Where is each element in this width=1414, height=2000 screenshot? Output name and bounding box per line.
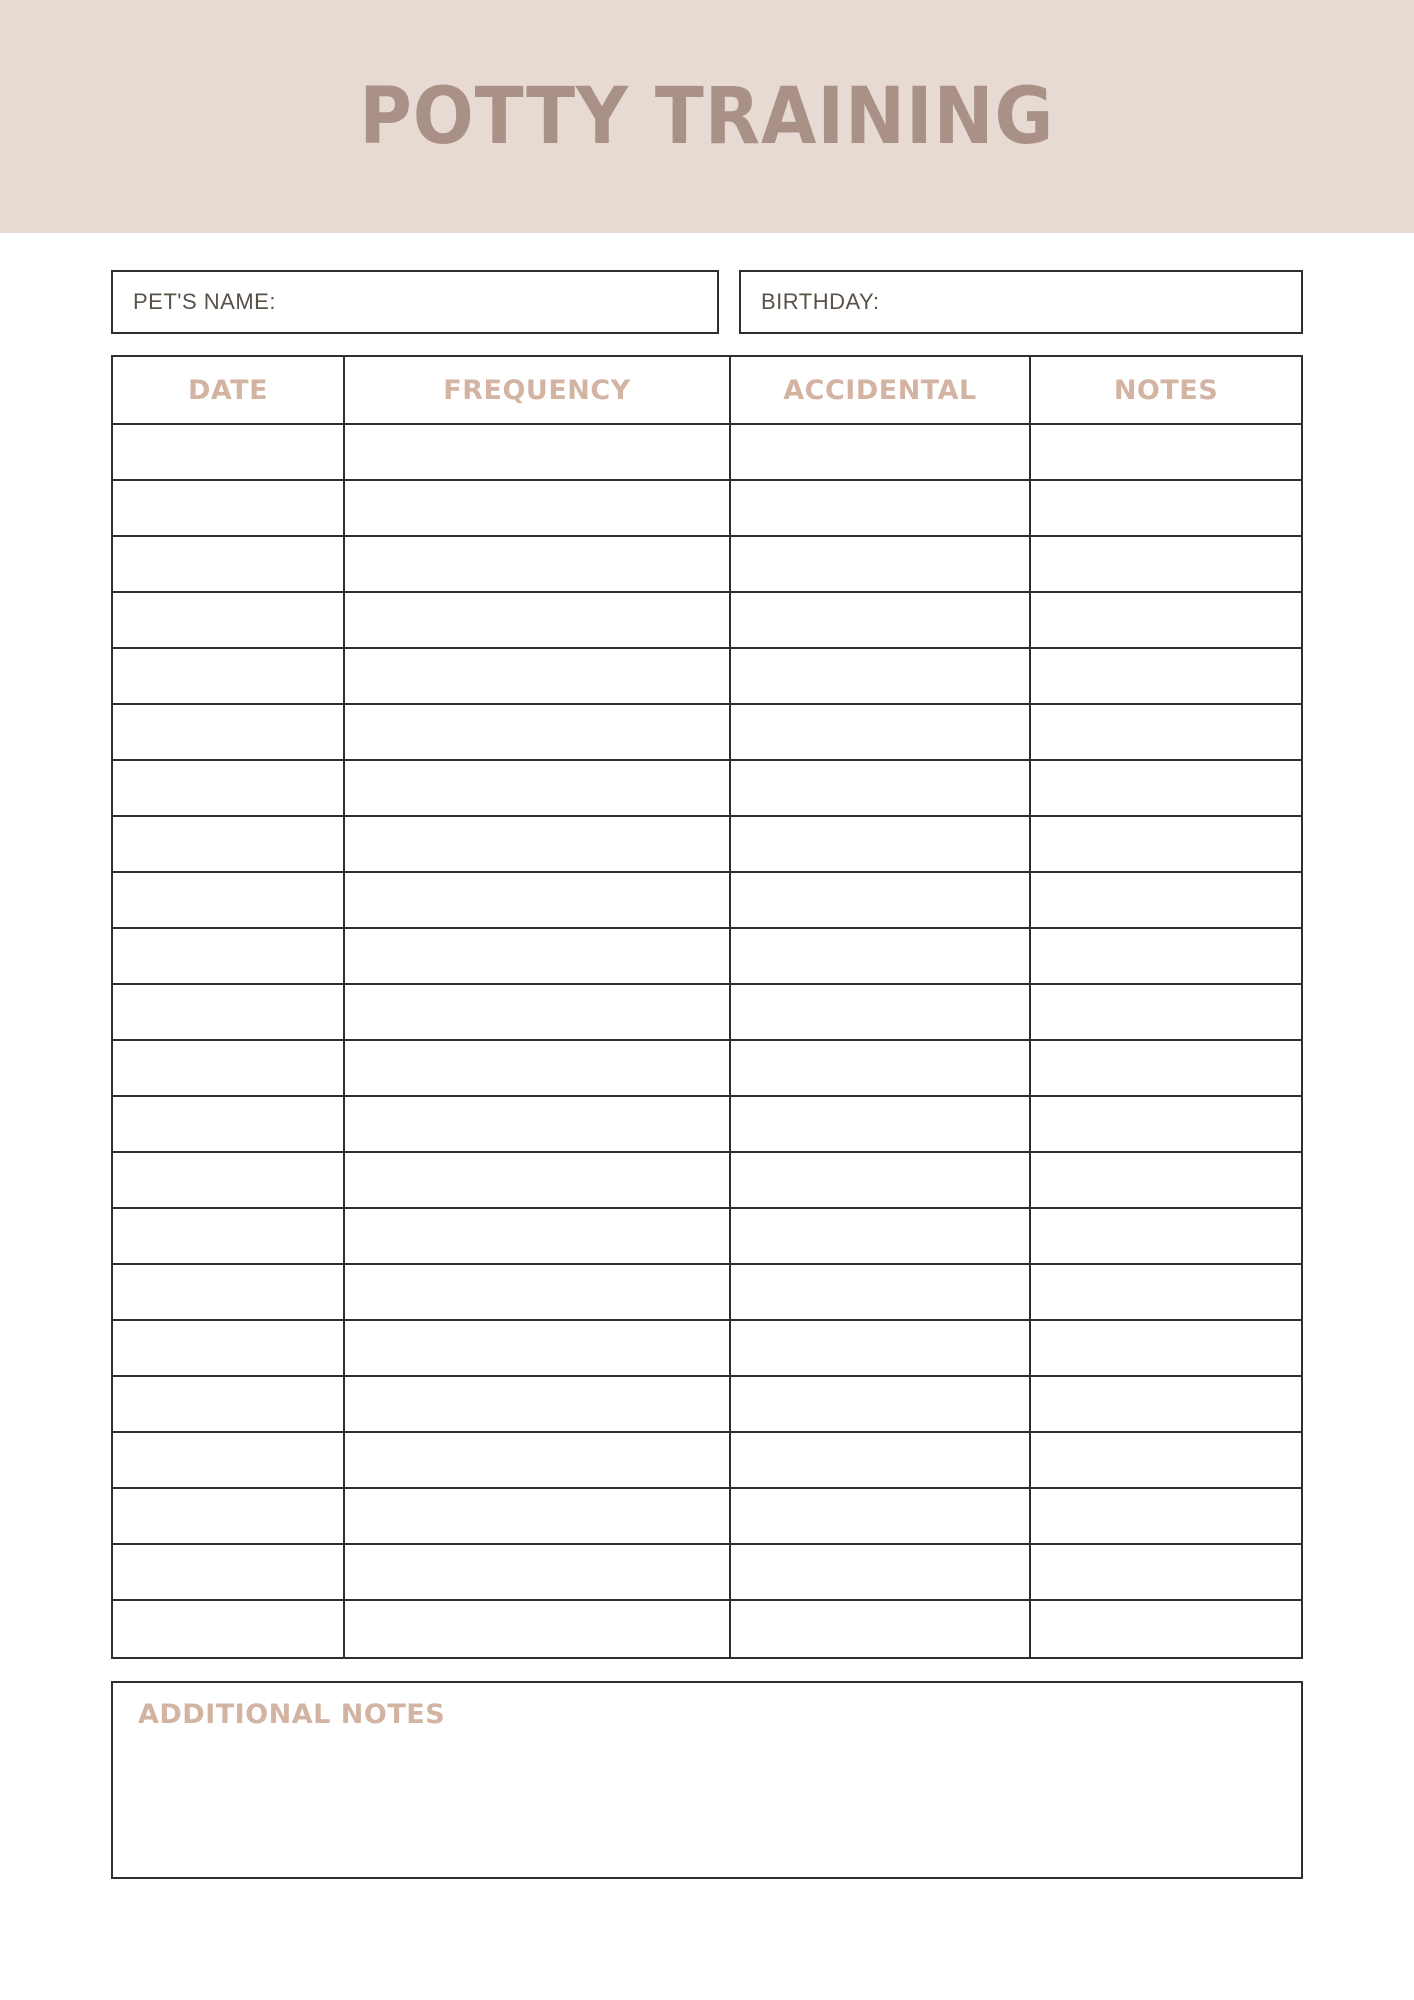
table-row [113, 1321, 1301, 1377]
column-header-notes [1031, 357, 1301, 425]
table-row [113, 481, 1301, 537]
table-cell-notes[interactable] [1031, 649, 1301, 705]
table-cell-notes[interactable] [1031, 1377, 1301, 1433]
table-cell-frequency[interactable] [345, 1377, 731, 1433]
table-cell-date[interactable] [113, 1545, 345, 1601]
table-cell-date[interactable] [113, 761, 345, 817]
table-cell-notes[interactable] [1031, 761, 1301, 817]
table-cell-accidental[interactable] [731, 1321, 1031, 1377]
table-row [113, 1265, 1301, 1321]
table-row [113, 1041, 1301, 1097]
additional-notes-box[interactable] [111, 1681, 1303, 1879]
table-cell-date[interactable] [113, 985, 345, 1041]
table-cell-date[interactable] [113, 873, 345, 929]
worksheet-content [111, 270, 1303, 1879]
table-row [113, 1433, 1301, 1489]
page-title: POTTY TRAINING [359, 71, 1055, 162]
table-cell-notes[interactable] [1031, 817, 1301, 873]
table-cell-accidental[interactable] [731, 1041, 1031, 1097]
table-cell-date[interactable] [113, 929, 345, 985]
table-cell-frequency[interactable] [345, 1545, 731, 1601]
table-cell-frequency[interactable] [345, 985, 731, 1041]
table-cell-notes[interactable] [1031, 1265, 1301, 1321]
table-cell-accidental[interactable] [731, 1153, 1031, 1209]
table-row [113, 817, 1301, 873]
table-cell-notes[interactable] [1031, 593, 1301, 649]
column-header-frequency [345, 357, 731, 425]
table-body [113, 425, 1301, 1657]
column-header-frequency-label: FREQUENCY [443, 374, 631, 406]
pet-name-field[interactable] [111, 270, 719, 334]
table-cell-notes[interactable] [1031, 537, 1301, 593]
table-row [113, 705, 1301, 761]
table-cell-frequency[interactable] [345, 481, 731, 537]
table-cell-notes[interactable] [1031, 1321, 1301, 1377]
table-row [113, 985, 1301, 1041]
table-cell-accidental[interactable] [731, 929, 1031, 985]
column-header-accidental-label: ACCIDENTAL [783, 374, 977, 406]
table-cell-notes[interactable] [1031, 705, 1301, 761]
table-cell-accidental[interactable] [731, 1097, 1031, 1153]
table-cell-notes[interactable] [1031, 1545, 1301, 1601]
table-cell-date[interactable] [113, 705, 345, 761]
table-cell-notes[interactable] [1031, 1601, 1301, 1657]
table-cell-frequency[interactable] [345, 1433, 731, 1489]
table-cell-accidental[interactable] [731, 425, 1031, 481]
table-cell-date[interactable] [113, 481, 345, 537]
table-cell-frequency[interactable] [345, 425, 731, 481]
table-cell-notes[interactable] [1031, 481, 1301, 537]
table-cell-notes[interactable] [1031, 1489, 1301, 1545]
table-row [113, 593, 1301, 649]
table-cell-accidental[interactable] [731, 985, 1031, 1041]
table-cell-notes[interactable] [1031, 873, 1301, 929]
table-cell-frequency[interactable] [345, 1209, 731, 1265]
additional-notes-title: ADDITIONAL NOTES [138, 1699, 446, 1730]
table-cell-notes[interactable] [1031, 425, 1301, 481]
table-cell-notes[interactable] [1031, 1041, 1301, 1097]
table-cell-date[interactable] [113, 1489, 345, 1545]
table-row [113, 1545, 1301, 1601]
table-cell-notes[interactable] [1031, 1097, 1301, 1153]
table-cell-date[interactable] [113, 1377, 345, 1433]
table-cell-notes[interactable] [1031, 1209, 1301, 1265]
potty-log-table [111, 355, 1303, 1659]
table-cell-date[interactable] [113, 1265, 345, 1321]
info-row [111, 270, 1303, 334]
pet-name-label: PET'S NAME: [133, 289, 276, 314]
birthday-field[interactable] [739, 270, 1303, 334]
table-row [113, 929, 1301, 985]
table-cell-notes[interactable] [1031, 1153, 1301, 1209]
table-cell-frequency[interactable] [345, 537, 731, 593]
column-header-date [113, 357, 345, 425]
table-cell-frequency[interactable] [345, 649, 731, 705]
table-cell-accidental[interactable] [731, 481, 1031, 537]
table-cell-accidental[interactable] [731, 1601, 1031, 1657]
table-cell-frequency[interactable] [345, 1321, 731, 1377]
table-row [113, 1601, 1301, 1657]
table-cell-accidental[interactable] [731, 873, 1031, 929]
table-cell-frequency[interactable] [345, 1041, 731, 1097]
table-cell-date[interactable] [113, 537, 345, 593]
table-cell-frequency[interactable] [345, 593, 731, 649]
table-cell-frequency[interactable] [345, 761, 731, 817]
table-cell-notes[interactable] [1031, 985, 1301, 1041]
table-cell-date[interactable] [113, 1041, 345, 1097]
table-cell-accidental[interactable] [731, 537, 1031, 593]
table-cell-frequency[interactable] [345, 705, 731, 761]
table-row [113, 537, 1301, 593]
table-cell-accidental[interactable] [731, 1209, 1031, 1265]
table-cell-date[interactable] [113, 1321, 345, 1377]
table-row [113, 425, 1301, 481]
table-row [113, 649, 1301, 705]
table-cell-date[interactable] [113, 1433, 345, 1489]
birthday-label: BIRTHDAY: [761, 289, 880, 314]
table-cell-accidental[interactable] [731, 817, 1031, 873]
table-cell-accidental[interactable] [731, 1265, 1031, 1321]
table-cell-date[interactable] [113, 1601, 345, 1657]
table-cell-date[interactable] [113, 1097, 345, 1153]
table-cell-date[interactable] [113, 649, 345, 705]
table-row [113, 1097, 1301, 1153]
table-cell-accidental[interactable] [731, 1433, 1031, 1489]
table-cell-date[interactable] [113, 1209, 345, 1265]
table-row [113, 761, 1301, 817]
table-cell-frequency[interactable] [345, 1489, 731, 1545]
page-header [0, 0, 1414, 233]
table-cell-accidental[interactable] [731, 649, 1031, 705]
table-cell-notes[interactable] [1031, 929, 1301, 985]
table-row [113, 873, 1301, 929]
table-cell-notes[interactable] [1031, 1433, 1301, 1489]
table-cell-date[interactable] [113, 817, 345, 873]
table-cell-accidental[interactable] [731, 1489, 1031, 1545]
table-row [113, 1153, 1301, 1209]
column-header-date-label: DATE [187, 374, 269, 406]
table-row [113, 1209, 1301, 1265]
table-header-row [113, 357, 1301, 425]
table-cell-date[interactable] [113, 1153, 345, 1209]
table-cell-frequency[interactable] [345, 1097, 731, 1153]
table-cell-date[interactable] [113, 425, 345, 481]
table-cell-frequency[interactable] [345, 1265, 731, 1321]
table-cell-date[interactable] [113, 593, 345, 649]
table-row [113, 1489, 1301, 1545]
table-row [113, 1377, 1301, 1433]
table-cell-frequency[interactable] [345, 1601, 731, 1657]
table-cell-accidental[interactable] [731, 705, 1031, 761]
table-cell-frequency[interactable] [345, 817, 731, 873]
table-cell-accidental[interactable] [731, 593, 1031, 649]
table-cell-accidental[interactable] [731, 1545, 1031, 1601]
table-cell-frequency[interactable] [345, 873, 731, 929]
column-header-notes-label: NOTES [1113, 374, 1219, 406]
table-cell-accidental[interactable] [731, 761, 1031, 817]
table-cell-frequency[interactable] [345, 1153, 731, 1209]
table-cell-frequency[interactable] [345, 929, 731, 985]
column-header-accidental [731, 357, 1031, 425]
table-cell-accidental[interactable] [731, 1377, 1031, 1433]
